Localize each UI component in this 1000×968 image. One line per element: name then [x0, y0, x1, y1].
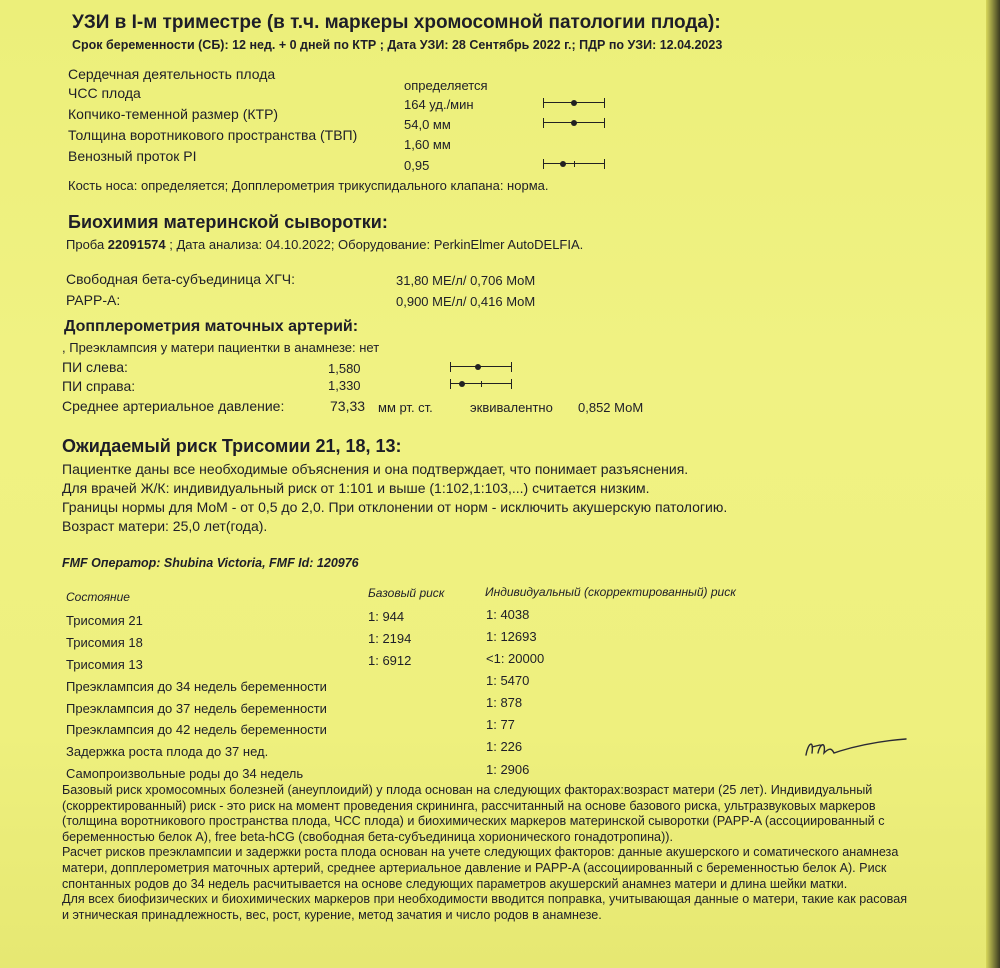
pi-right-label: ПИ справа:	[62, 378, 136, 394]
us-value-heart: определяется	[404, 78, 488, 93]
risk-line-2: Для врачей Ж/К: индивидуальный риск от 1:101 и выше (1:102,1:103,...) считается низким.	[62, 480, 650, 496]
doppler-title: Допплерометрия маточных артерий:	[64, 318, 359, 335]
biochem-value-pappa: 0,900 МЕ/л/ 0,416 МоМ	[396, 294, 536, 309]
ultrasound-note: Кость носа: определяется; Допплерометрия трикуспидального клапана: норма.	[68, 178, 549, 193]
range-dot	[560, 161, 566, 167]
sample-prefix: Проба	[66, 237, 108, 252]
us-value-hr: 164 уд./мин	[404, 97, 474, 112]
footnote-line: (скорректированный) риск - это риск на момент проведения скрининга, рассчитанный на основе базового риска, ультразвуковых маркеров	[62, 798, 876, 813]
risk-title: Ожидаемый риск Трисомии 21, 18, 13:	[62, 436, 402, 456]
map-value: 73,33	[330, 398, 366, 414]
pi-left-label: ПИ слева:	[62, 359, 128, 375]
map-unit: мм рт. ст.	[378, 400, 433, 415]
fmf-operator: FMF Оператор: Shubina Victoria, FMF Id: 120976	[62, 556, 359, 570]
us-label-heart: Сердечная деятельность плода	[68, 66, 276, 82]
map-equiv-label: эквивалентно	[470, 400, 553, 415]
footnote-line: (толщина воротникового пространства плода, ЧСС плода) и биохимических маркеров материнской сыворотки (PAPP-A (ассоциированный с	[62, 814, 885, 829]
footnote-line: Расчет рисков преэклампсии и задержки роста плода основан на учете следующих факторов: данные акушерского и соматического анамнеза	[62, 845, 899, 860]
biochem-label-hcg: Свободная бета-субъединица ХГЧ:	[66, 271, 296, 287]
footnote-line: спонтанных родов до 34 недель расчитывается на основе следующих параметров акушерский анамнез матери и длина шейки матки.	[62, 876, 848, 891]
map-label: Среднее артериальное давление:	[62, 398, 285, 414]
risk-line-3: Границы нормы для МоМ - от 0,5 до 2,0. При отклонении от норм - исключить акушерскую патологию.	[62, 499, 728, 515]
range-dot	[571, 120, 577, 126]
biochem-sample-line	[66, 237, 583, 252]
table-cell-base: 1: 6912	[368, 653, 412, 668]
pi-left-value: 1,580	[328, 361, 361, 376]
map-equiv-value: 0,852 МоМ	[578, 400, 644, 415]
risk-line-1: Пациентке даны все необходимые объяснения и она подтверждает, что понимает разъяснения.	[62, 461, 689, 477]
biochem-value-hcg: 31,80 МЕ/л/ 0,706 МоМ	[396, 273, 536, 288]
us-label-nt: Толщина воротникового пространства (ТВП)	[68, 127, 358, 143]
risk-line-4: Возраст матери: 25,0 лет(года).	[62, 518, 268, 534]
preeclampsia-history: , Преэклампсия у матери пациентки в анамнезе: нет	[62, 340, 380, 355]
range-marker-dv	[543, 159, 605, 169]
table-cell-individual: 1: 878	[486, 695, 523, 710]
range-dot	[459, 381, 465, 387]
table-cell-individual: 1: 226	[486, 739, 523, 754]
table-cell-individual: 1: 5470	[486, 673, 530, 688]
footnote-line: беременностью белок А), free beta-hCG (свободная бета-субъединица хорионического гонадотропина)).	[62, 829, 673, 844]
table-cell-individual: 1: 2906	[486, 762, 530, 777]
us-label-dv: Венозный проток PI	[68, 148, 197, 164]
table-cell-condition: Трисомия 13	[66, 657, 143, 672]
table-cell-condition: Трисомия 21	[66, 613, 143, 628]
footnote-line: матери, допплерометрия маточных артерий, среднее артериальное давление и PAPP-A (ассоциированный с беременностью белок А). Риск	[62, 860, 887, 875]
table-cell-base: 1: 944	[368, 609, 405, 624]
range-marker-crl	[543, 118, 605, 128]
page-edge-shadow	[986, 0, 1000, 968]
us-value-crl: 54,0 мм	[404, 117, 451, 132]
table-header-individual: Индивидуальный (скорректированный) риск	[485, 585, 736, 599]
range-marker-pi-left	[450, 362, 512, 372]
table-cell-individual: <1: 20000	[486, 651, 545, 666]
footnote-line: Для всех биофизических и биохимических маркеров при необходимости вводится поправка, учитывающая данные о матери, такие как расовая	[62, 892, 908, 907]
footnote-line: Базовый риск хромосомных болезней (анеуплоидий) у плода основан на следующих факторах:возраст матери (25 лет). Индивидуальный	[62, 783, 873, 797]
us-value-dv: 0,95	[404, 158, 430, 173]
sample-rest: ; Дата анализа: 04.10.2022; Оборудование: PerkinElmer AutoDELFIA.	[165, 237, 584, 252]
table-header-condition: Состояние	[66, 590, 130, 604]
table-cell-base: 1: 2194	[368, 631, 412, 646]
table-cell-condition: Трисомия 18	[66, 635, 143, 650]
table-cell-condition: Преэклампсия до 37 недель беременности	[66, 701, 327, 716]
biochem-title: Биохимия материнской сыворотки:	[68, 212, 388, 232]
table-cell-individual: 1: 12693	[486, 629, 537, 644]
footnote-line: и этническая принадлежность, вес, рост, курение, метод зачатия и число родов в анамнезе.	[62, 907, 602, 922]
biochem-label-pappa: PAPP-A:	[66, 292, 121, 308]
table-cell-individual: 1: 4038	[486, 607, 530, 622]
range-marker-pi-right	[450, 379, 512, 389]
range-dot	[571, 100, 577, 106]
range-marker-hr	[543, 98, 605, 108]
pi-right-value: 1,330	[328, 378, 361, 393]
table-cell-condition: Преэклампсия до 42 недель беременности	[66, 722, 327, 737]
us-label-crl: Копчико-теменной размер (КТР)	[68, 106, 279, 122]
us-value-nt: 1,60 мм	[404, 137, 451, 152]
sample-id: 22091574	[107, 237, 166, 252]
table-cell-condition: Самопроизвольные роды до 34 недель	[66, 766, 304, 781]
table-cell-condition: Задержка роста плода до 37 нед.	[66, 744, 269, 759]
pregnancy-term-line: Срок беременности (СБ): 12 нед. + 0 дней по КТР ; Дата УЗИ: 28 Сентябрь 2022 г.; ПДР по УЗИ: 12.04.2023	[72, 38, 723, 52]
table-cell-individual: 1: 77	[486, 717, 515, 732]
footnote-paragraph	[62, 783, 907, 923]
table-cell-condition: Преэклампсия до 34 недель беременности	[66, 679, 327, 694]
us-label-hr: ЧСС плода	[68, 85, 141, 101]
range-dot	[475, 364, 481, 370]
table-header-base: Базовый риск	[368, 586, 445, 600]
signature-mark	[800, 733, 910, 765]
page-title: УЗИ в I-м триместре (в т.ч. маркеры хромосомной патологии плода):	[72, 12, 721, 33]
